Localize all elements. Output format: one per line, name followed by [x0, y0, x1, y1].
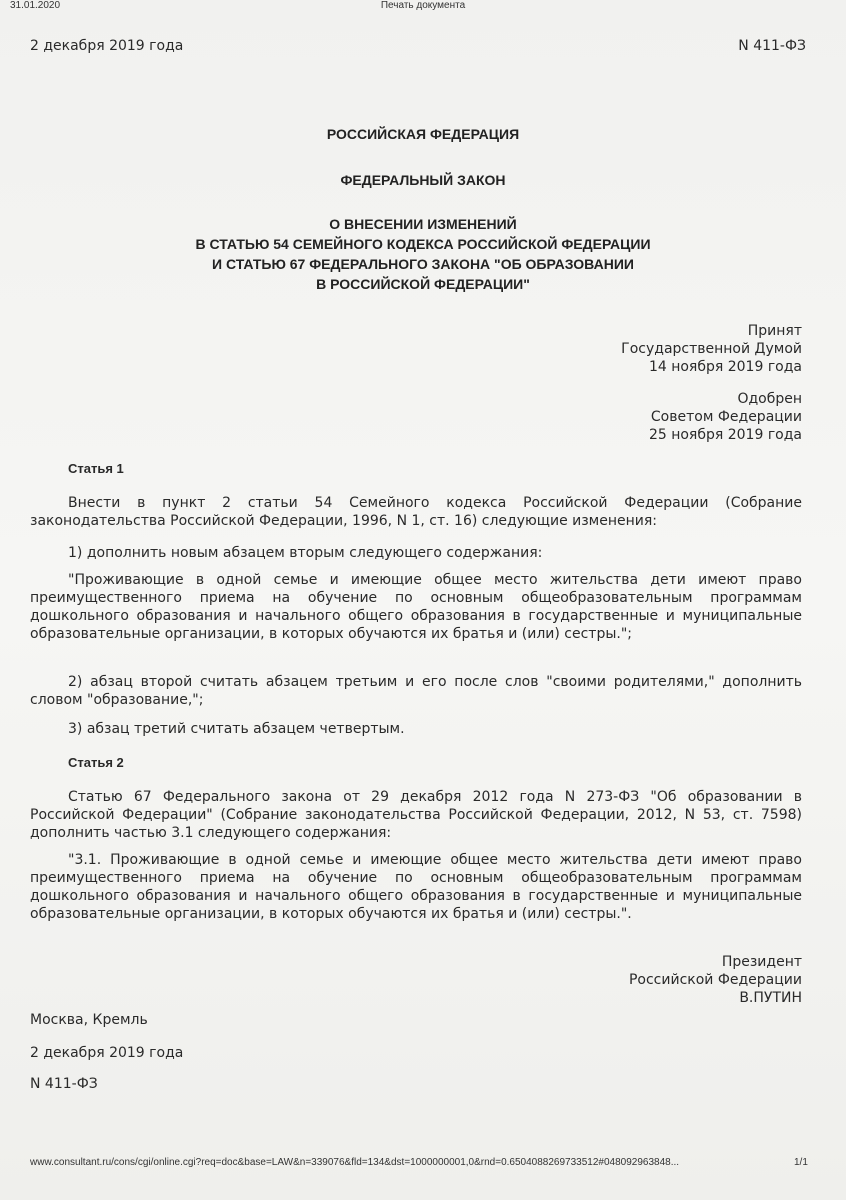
adopted-line: 14 ноября 2019 года — [648, 359, 802, 375]
adopted-block — [621, 322, 802, 376]
source-url: www.consultant.ru/cons/cgi/online.cgi?req=doc&base=LAW&n=339076&fld=134&dst=1000000001,0&rnd=0.6504088269733512#048092963848... — [30, 1157, 680, 1168]
page-number: 1/1 — [794, 1157, 808, 1168]
law-title — [0, 214, 846, 294]
law-title-line: В РОССИЙСКОЙ ФЕДЕРАЦИИ" — [316, 276, 530, 292]
approved-line: 25 ноября 2019 года — [648, 427, 802, 443]
law-title-line: И СТАТЬЮ 67 ФЕДЕРАЛЬНОГО ЗАКОНА "ОБ ОБРАЗОВАНИИ — [212, 256, 634, 272]
law-type-heading: ФЕДЕРАЛЬНЫЙ ЗАКОН — [340, 172, 506, 188]
doc-date: 2 декабря 2019 года — [30, 38, 184, 54]
article-1-paragraph: "Проживающие в одной семье и имеющие общее место жительства дети имеют право преимущественного приема на обучение по основным общеобразовательным программам дошкольного образования и начального общего образования в государственные и муниципальные образовательные организации, в которых обучаются их братья и (или) сестры."; — [30, 572, 802, 642]
article-2-paragraph: Статью 67 Федерального закона от 29 декабря 2012 года N 273-ФЗ "Об образовании в Российской Федерации" (Собрание законодательства Российской Федерации, 2012, N 53, ст. 7598) дополнить частью 3.1 следующего содержания: — [30, 789, 802, 841]
approved-line: Советом Федерации — [650, 409, 802, 425]
adopted-line: Принят — [747, 323, 802, 339]
signature-block — [629, 953, 802, 1007]
adopted-line: Государственной Думой — [621, 341, 802, 357]
signature-line: Российской Федерации — [628, 972, 802, 988]
signature-line: Президент — [721, 954, 802, 970]
signature-line: В.ПУТИН — [739, 990, 802, 1006]
law-title-line: В СТАТЬЮ 54 СЕМЕЙНОГО КОДЕКСА РОССИЙСКОЙ ФЕДЕРАЦИИ — [195, 236, 651, 252]
signing-date: 2 декабря 2019 года — [30, 1045, 184, 1061]
print-title: Печать документа — [380, 0, 466, 11]
article-1-paragraph: 2) абзац второй считать абзацем третьим и его после слов "своими родителями," дополнить словом "образование,"; — [30, 674, 802, 708]
approved-line: Одобрен — [737, 391, 802, 407]
law-title-line: О ВНЕСЕНИИ ИЗМЕНЕНИЙ — [329, 216, 517, 232]
article-2-paragraph: "3.1. Проживающие в одной семье и имеющие общее место жительства дети имеют право преимущественного приема на обучение по основным общеобразовательным программам дошкольного образования и начального общего образования в государственные и муниципальные образовательные организации, в которых обучаются их братья и (или) сестры.". — [30, 852, 802, 922]
article-1-title: Статья 1 — [68, 461, 124, 476]
approved-block — [649, 390, 802, 444]
print-date: 31.01.2020 — [10, 0, 61, 11]
signing-number: N 411-ФЗ — [30, 1076, 98, 1092]
article-1-paragraph: Внести в пункт 2 статьи 54 Семейного кодекса Российской Федерации (Собрание законодательства Российской Федерации, 1996, N 1, ст. 16) следующие изменения: — [30, 495, 802, 529]
country-heading: РОССИЙСКАЯ ФЕДЕРАЦИЯ — [326, 126, 520, 142]
doc-number: N 411-ФЗ — [738, 38, 806, 54]
signing-place: Москва, Кремль — [30, 1012, 148, 1028]
article-2-title: Статья 2 — [68, 755, 124, 770]
article-1-paragraph: 3) абзац третий считать абзацем четвертым. — [68, 721, 405, 737]
article-1-paragraph: 1) дополнить новым абзацем вторым следующего содержания: — [68, 545, 543, 561]
